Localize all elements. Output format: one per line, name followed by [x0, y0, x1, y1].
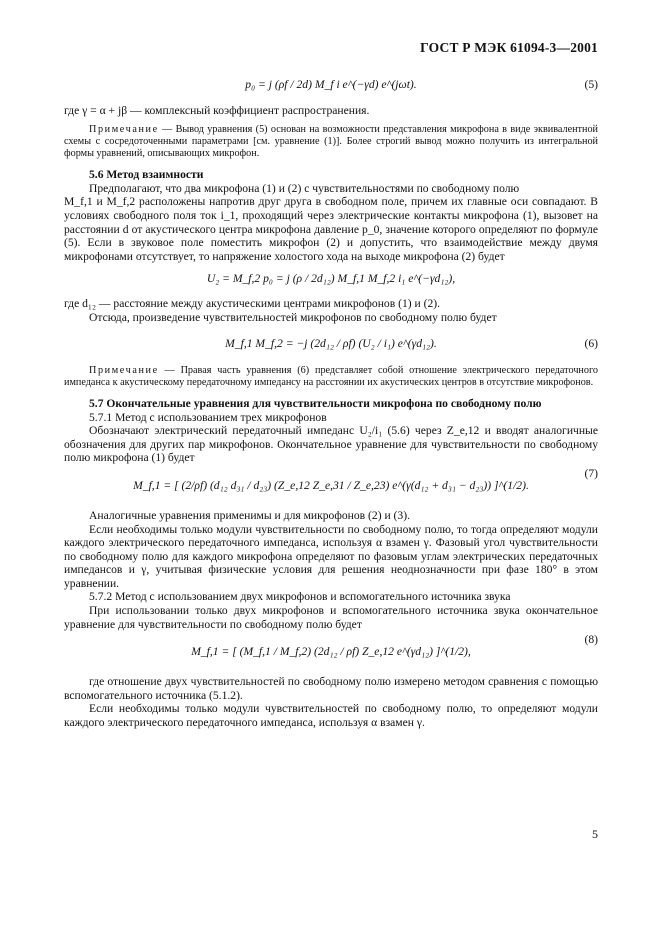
section-5-7-title: 5.7 Окончательные уравнения для чувствительности микрофона по свободному полю	[89, 396, 542, 410]
section-5-7-para-6: Если необходимы только модули чувствительностей по свободному полю, то определяют модули каждого электрического передаточного импеданса, используя α взамен γ.	[64, 702, 598, 730]
equation-6	[64, 325, 598, 365]
section-5-7-para-4: При использовании только двух микрофонов и вспомогательного источника звука окончательное уравнение для чувствительности по свободному полю будет	[64, 604, 598, 631]
note-1-text: — Вывод уравнения (5) основан на возможности представления микрофона в виде эквивалентной схемы с сосредоточенными параметрами [см. уравнение (1)]. Более строгий вывод можно получить из интегральной формы уравнений, описывающих микрофон.	[64, 123, 598, 159]
equation-5-formula: p₀ = j (ρf / 2d) M_f i e^(−γd) e^(jωt).	[245, 78, 417, 91]
equation-8	[64, 631, 598, 675]
equation-5-number: (5)	[584, 78, 598, 91]
equation-u2-formula: U₂ = M_f,2 p₀ = j (ρ / 2d₁₂) M_f,1 M_f,2 i₁ e^(−γd₁₂),	[206, 272, 456, 286]
equation-7	[64, 465, 598, 509]
section-5-7-para-5: где отношение двух чувствительностей по свободному полю измерено методом сравнения с помощью вспомогательного источника (5.1.2).	[64, 675, 598, 702]
equation-7-formula: M_f,1 = [ (2/ρf) (d₁₂ d₃₁ / d₂₃) (Z_e,12 Z_e,31 / Z_e,23) e^(γ(d₁₂ + d₃₁ − d₂₃)) ]^(1/2).	[133, 478, 529, 492]
equation-6-formula: M_f,1 M_f,2 = −j (2d₁₂ / ρf) (U₂ / i₁) e^(γd₁₂).	[225, 336, 437, 350]
section-5-6-para-3: Отсюда, произведение чувствительностей микрофонов по свободному полю будет	[89, 310, 497, 324]
section-5-7-para-3: Если необходимы только модули чувствительности по свободному полю, то тогда определяют модули каждого электрического передаточного импеданса, используя α взамен γ. Фазовый угол чувствительности по свободному полю для каждого микрофона определяют по фазовым углам электрических передаточных импедансов и γ, учитывая физические условия для решения неоднозначности при фазе 180° в этом уравнении.	[64, 522, 598, 590]
note-1-label: Примечание	[89, 123, 159, 135]
page-content	[64, 70, 598, 730]
note-2	[64, 365, 598, 389]
section-5-7-para-1: Обозначают электрический передаточный импеданс U₂/i₁ (5.6) через Z_e,12 и вводят аналогичные обозначения для других пар микрофонов. Окончательное уравнение для чувствительности по свободному полю микрофона (1) будет	[64, 424, 598, 465]
gamma-definition: где γ = α + jβ — комплексный коэффициент распространения.	[64, 104, 370, 117]
section-5-6-para-1a: Предполагают, что два микрофона (1) и (2) с чувствительностями по свободному полю	[89, 181, 520, 195]
subsection-5-7-2: 5.7.2 Метод с использованием двух микрофонов и вспомогательного источника звука	[89, 590, 511, 604]
equation-6-number: (6)	[584, 336, 598, 350]
section-5-6-title: 5.6 Метод взаимности	[89, 168, 204, 182]
page-number: 5	[592, 827, 598, 841]
equation-5	[64, 70, 598, 104]
note-2-text: — Правая часть уравнения (6) представляет собой отношение электрического передаточного импеданса к акустическому передаточному импедансу на расстоянии их акустических центров в отсутствие микрофонов.	[64, 364, 599, 388]
section-5-6-para-1b: M_f,1 и M_f,2 расположены напротив друг друга в свободном поле, причем их главные оси совпадают. В условиях свободного поля ток i_1, проходящий через электрические контакты микрофона (1), вызовет на расстоянии d от акустического центра микрофона давление p_0, значение которого определяют по формуле (5). Если в звуковое поле поместить микрофон (2) и допустить, что взаимодействие между двумя микрофонами отсутствует, то напряжение холостого хода на выходе микрофона (2) будет	[64, 195, 598, 263]
standard-header: ГОСТ Р МЭК 61094-3—2001	[420, 40, 598, 55]
note-1	[64, 124, 598, 161]
section-5-6-para-2: где d₁₂ — расстояние между акустическими центрами микрофонов (1) и (2).	[64, 297, 441, 311]
subsection-5-7-1: 5.7.1 Метод с использованием трех микрофонов	[89, 410, 327, 424]
equation-8-formula: M_f,1 = [ (M_f,1 / M_f,2) (2d₁₂ / ρf) Z_e,12 e^(γd₁₂) ]^(1/2),	[191, 645, 471, 659]
equation-7-number: (7)	[584, 466, 598, 480]
section-5-7-para-2: Аналогичные уравнения применимы и для микрофонов (2) и (3).	[89, 508, 410, 522]
note-2-label: Примечание	[89, 364, 159, 376]
equation-u2	[64, 263, 598, 297]
equation-8-number: (8)	[584, 633, 598, 647]
